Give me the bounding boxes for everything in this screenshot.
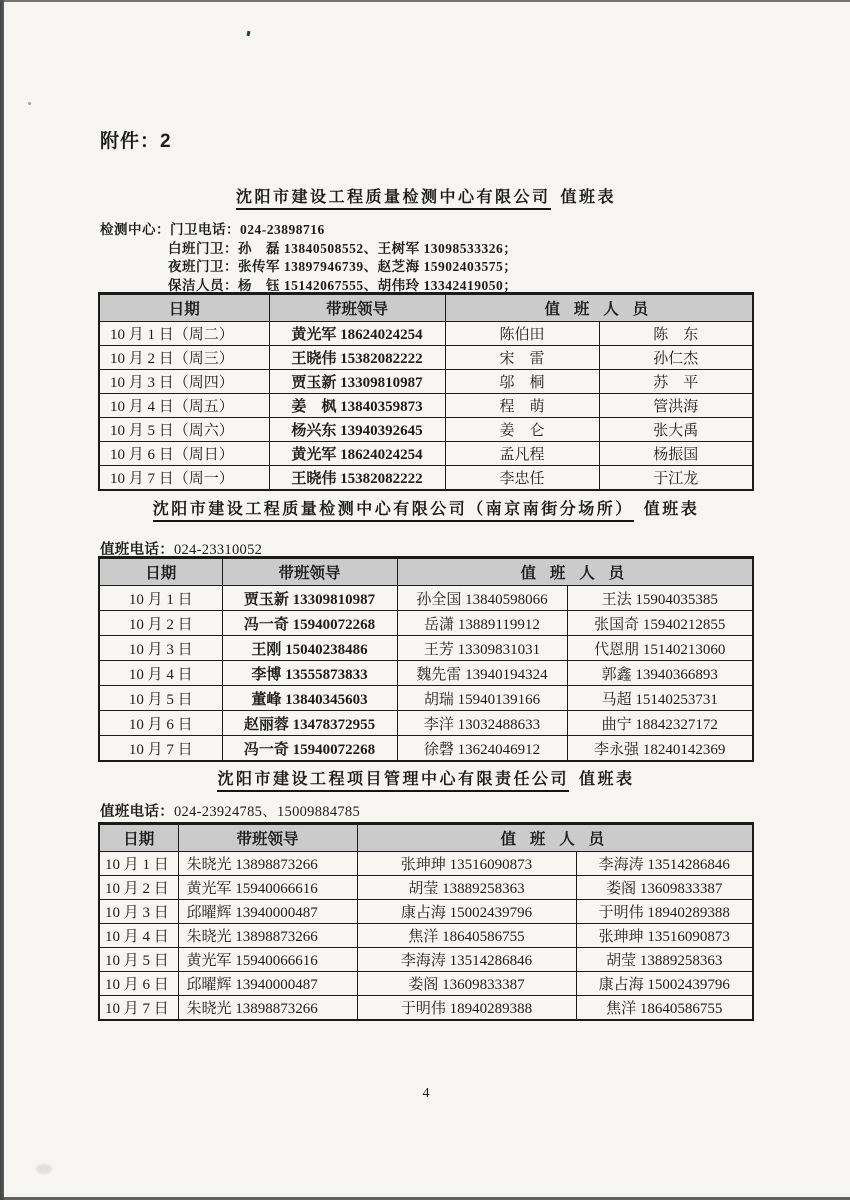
header-row (99, 294, 753, 322)
cell-date: 10 月 3 日 (99, 636, 222, 661)
cell-date: 10 月 2 日 (99, 611, 222, 636)
contact-line-night-guard: 夜班门卫：张传军 13897946739、赵芝海 15902403575； (168, 259, 518, 274)
cell-staff1: 焦洋 18640586755 (357, 924, 576, 948)
cell-date: 10 月 5 日 (99, 948, 178, 972)
cell-leader: 王刚 15040238486 (222, 636, 397, 661)
duty-row (99, 346, 753, 370)
duty-row (99, 322, 753, 346)
phone-label: 值班电话： (100, 542, 174, 558)
cell-date: 10 月 2 日（周三） (99, 346, 269, 370)
attachment-label: 附件：2 (100, 131, 172, 152)
cell-date: 10 月 3 日（周四） (99, 370, 269, 394)
header-leader: 带班领导 (269, 294, 445, 322)
duty-table-nanjing-branch (98, 556, 754, 762)
cell-leader: 杨兴东 13940392645 (269, 418, 445, 442)
cell-staff1: 岳潇 13889119912 (397, 611, 567, 636)
cell-leader: 朱晓光 13898873266 (178, 924, 357, 948)
cell-staff1: 张珅珅 13516090873 (357, 852, 576, 876)
duty-row (99, 852, 753, 876)
cell-staff2: 焦洋 18640586755 (576, 996, 753, 1021)
duty-row (99, 466, 753, 491)
duty-row (99, 418, 753, 442)
cell-leader: 黄光军 18624024254 (269, 322, 445, 346)
cell-leader: 李博 13555873833 (222, 661, 397, 686)
cell-leader: 朱晓光 13898873266 (178, 852, 357, 876)
cell-staff2: 苏 平 (599, 370, 753, 394)
cell-staff2: 曲宁 18842327172 (567, 711, 753, 736)
duty-row (99, 611, 753, 636)
duty-row (99, 370, 753, 394)
duty-row (99, 442, 753, 466)
cell-staff2: 管洪海 (599, 394, 753, 418)
duty-row (99, 972, 753, 996)
cell-date: 10 月 7 日（周一） (99, 466, 269, 491)
scan-speck (28, 102, 31, 105)
cell-staff2: 王法 15904035385 (567, 586, 753, 611)
cell-staff1: 徐磬 13624046912 (397, 736, 567, 762)
header-date: 日期 (99, 558, 222, 586)
cell-leader: 贾玉新 13309810987 (269, 370, 445, 394)
cell-staff2: 张珅珅 13516090873 (576, 924, 753, 948)
duty-row (99, 900, 753, 924)
duty-row (99, 661, 753, 686)
header-date: 日期 (99, 294, 269, 322)
cell-staff2: 于明伟 18940289388 (576, 900, 753, 924)
duty-row (99, 636, 753, 661)
gatekeeper-contact-info (100, 221, 517, 295)
duty-row (99, 586, 753, 611)
phone-value: 024-23310052 (174, 542, 263, 558)
cell-date: 10 月 2 日 (99, 876, 178, 900)
cell-date: 10 月 7 日 (99, 736, 222, 762)
company-name-underlined: 沈阳市建设工程项目管理中心有限责任公司 (217, 771, 569, 792)
section-title-nanjing-branch (98, 496, 754, 519)
cell-leader: 冯一奇 15940072268 (222, 611, 397, 636)
cell-staff1: 李海涛 13514286846 (357, 948, 576, 972)
cell-staff1: 邬 桐 (445, 370, 599, 394)
phone-value: 024-23924785、15009884785 (174, 804, 361, 820)
header-date: 日期 (99, 824, 178, 852)
contact-line-cleaner: 保洁人员：杨 钰 15142067555、胡伟玲 13342419050； (168, 277, 518, 293)
duty-row (99, 996, 753, 1021)
cell-staff2: 娄阁 13609833387 (576, 876, 753, 900)
cell-leader: 朱晓光 13898873266 (178, 996, 357, 1021)
cell-leader: 邱曜辉 13940000487 (178, 972, 357, 996)
header-leader: 带班领导 (178, 824, 357, 852)
duty-phone-project-management (100, 800, 360, 821)
title-suffix: 值班表 (579, 771, 635, 788)
cell-staff1: 宋 雷 (445, 346, 599, 370)
cell-staff2: 马超 15140253731 (567, 686, 753, 711)
cell-date: 10 月 1 日（周二） (99, 322, 269, 346)
phone-label: 值班电话： (100, 804, 174, 820)
scan-left-edge (0, 0, 4, 1200)
cell-leader: 王晓伟 15382082222 (269, 466, 445, 491)
cell-leader: 冯一奇 15940072268 (222, 736, 397, 762)
cell-staff1: 娄阁 13609833387 (357, 972, 576, 996)
duty-row (99, 948, 753, 972)
cell-staff2: 张国奇 15940212855 (567, 611, 753, 636)
cell-staff2: 李永强 18240142369 (567, 736, 753, 762)
title-suffix: 值班表 (560, 189, 617, 206)
cell-date: 10 月 1 日 (99, 852, 178, 876)
duty-table-project-management (98, 822, 754, 1021)
cell-date: 10 月 4 日 (99, 924, 178, 948)
cell-date: 10 月 5 日（周六） (99, 418, 269, 442)
cell-staff2: 李海涛 13514286846 (576, 852, 753, 876)
cell-staff1: 孙全国 13840598066 (397, 586, 567, 611)
header-row (99, 824, 753, 852)
duty-row (99, 686, 753, 711)
cell-leader: 王晓伟 15382082222 (269, 346, 445, 370)
cell-leader: 黄光军 18624024254 (269, 442, 445, 466)
cell-date: 10 月 1 日 (99, 586, 222, 611)
duty-row (99, 394, 753, 418)
duty-row (99, 711, 753, 736)
header-row (99, 558, 753, 586)
page-number: 4 (422, 1086, 430, 1101)
cell-date: 10 月 6 日 (99, 972, 178, 996)
cell-staff2: 康占海 15002439796 (576, 972, 753, 996)
header-duty-staff: 值 班 人 员 (397, 558, 753, 586)
cell-date: 10 月 4 日（周五） (99, 394, 269, 418)
duty-row (99, 736, 753, 762)
cell-staff1: 李洋 13032488633 (397, 711, 567, 736)
cell-staff2: 郭鑫 13940366893 (567, 661, 753, 686)
cell-leader: 赵丽蓉 13478372955 (222, 711, 397, 736)
contact-line-day-guard: 白班门卫：孙 磊 13840508552、王树军 13098533326； (168, 240, 518, 256)
contact-line-phone: 检测中心：门卫电话：024-23898716 (100, 222, 325, 237)
scan-smudge (36, 1164, 52, 1174)
cell-leader: 邱曜辉 13940000487 (178, 900, 357, 924)
cell-leader: 董峰 13840345603 (222, 686, 397, 711)
cell-staff2: 杨振国 (599, 442, 753, 466)
cell-staff1: 李忠任 (445, 466, 599, 491)
cell-staff1: 于明伟 18940289388 (357, 996, 576, 1021)
cell-leader: 贾玉新 13309810987 (222, 586, 397, 611)
cell-staff2: 张大禹 (599, 418, 753, 442)
company-name-underlined: 沈阳市建设工程质量检测中心有限公司（南京南街分场所） (153, 501, 634, 522)
cell-staff1: 魏先雷 13940194324 (397, 661, 567, 686)
cell-date: 10 月 6 日 (99, 711, 222, 736)
header-duty-staff: 值 班 人 员 (357, 824, 753, 852)
cell-staff2: 胡莹 13889258363 (576, 948, 753, 972)
cell-staff1: 胡莹 13889258363 (357, 876, 576, 900)
title-suffix: 值班表 (643, 501, 700, 518)
company-name-underlined: 沈阳市建设工程质量检测中心有限公司 (236, 189, 551, 210)
cell-staff1: 姜 仑 (445, 418, 599, 442)
cell-leader: 黄光军 15940066616 (178, 876, 357, 900)
cell-date: 10 月 7 日 (99, 996, 178, 1021)
cell-date: 10 月 6 日（周日） (99, 442, 269, 466)
duty-row (99, 876, 753, 900)
cell-staff1: 孟凡程 (445, 442, 599, 466)
header-duty-staff: 值 班 人 员 (445, 294, 753, 322)
document-content (98, 0, 754, 1200)
cell-date: 10 月 5 日 (99, 686, 222, 711)
cell-staff2: 代恩朋 15140213060 (567, 636, 753, 661)
cell-date: 10 月 3 日 (99, 900, 178, 924)
cell-staff1: 王芳 13309831031 (397, 636, 567, 661)
cell-staff1: 胡瑞 15940139166 (397, 686, 567, 711)
header-leader: 带班领导 (222, 558, 397, 586)
cell-staff2: 陈 东 (599, 322, 753, 346)
cell-staff1: 康占海 15002439796 (357, 900, 576, 924)
cell-staff1: 程 萌 (445, 394, 599, 418)
cell-staff1: 陈伯田 (445, 322, 599, 346)
section-title-project-management (98, 766, 754, 789)
section-title-quality-center (98, 184, 754, 207)
cell-date: 10 月 4 日 (99, 661, 222, 686)
cell-leader: 姜 枫 13840359873 (269, 394, 445, 418)
duty-row (99, 924, 753, 948)
cell-leader: 黄光军 15940066616 (178, 948, 357, 972)
duty-table-quality-center (98, 292, 754, 491)
cell-staff2: 孙仁杰 (599, 346, 753, 370)
cell-staff2: 于江龙 (599, 466, 753, 491)
